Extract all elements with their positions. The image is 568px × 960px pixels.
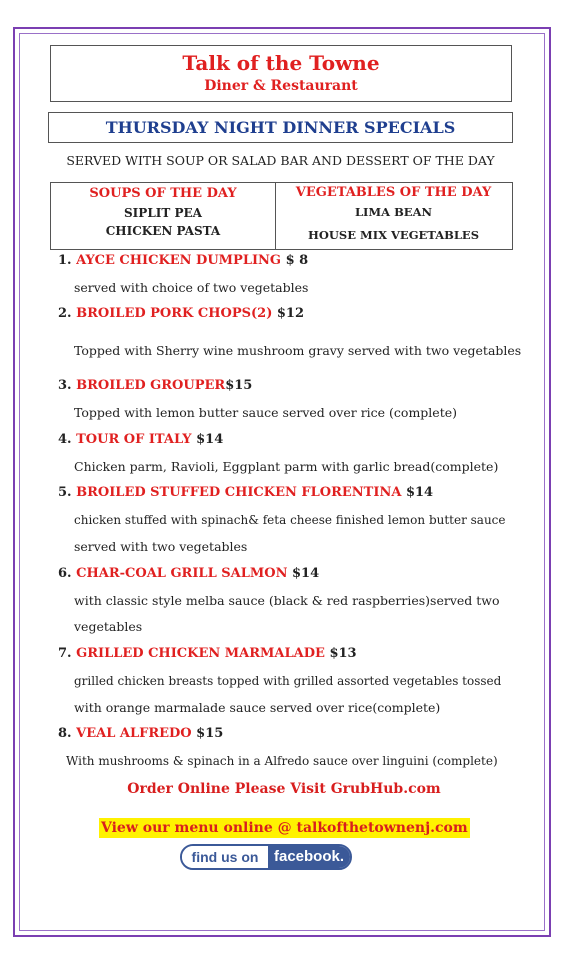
- item-price: $14: [287, 566, 320, 581]
- item-number: 4.: [58, 432, 72, 447]
- item-number: 7.: [58, 646, 72, 661]
- item-number: 5.: [58, 485, 72, 500]
- item-name: TOUR OF ITALY: [76, 432, 192, 447]
- item-description: vegetables: [74, 619, 143, 634]
- served-with-note: SERVED WITH SOUP OR SALAD BAR AND DESSERT OF THE DAY: [66, 153, 495, 168]
- specials-title: THURSDAY NIGHT DINNER SPECIALS: [48, 112, 513, 143]
- special-item-6: [58, 565, 319, 583]
- item-description: chicken stuffed with spinach& feta cheese finished lemon butter sauce: [74, 513, 506, 527]
- item-description: With mushrooms & spinach in a Alfredo sauce over linguini (complete): [66, 754, 498, 768]
- item-number: 6.: [58, 566, 72, 581]
- soup-item: CHICKEN PASTA: [105, 224, 221, 238]
- item-name: BROILED GROUPER: [76, 378, 226, 393]
- vegetables-heading: VEGETABLES OF THE DAY: [295, 185, 492, 200]
- item-number: 2.: [58, 306, 72, 321]
- item-name: VEAL ALFREDO: [76, 726, 192, 741]
- item-number: 8.: [58, 726, 72, 741]
- restaurant-header: [50, 45, 512, 102]
- item-price: $12: [272, 306, 305, 321]
- restaurant-name: Talk of the Towne: [182, 51, 380, 75]
- item-price: $14: [191, 432, 224, 447]
- soups-vegetables-table: [50, 182, 513, 250]
- facebook-badge[interactable]: [180, 844, 352, 870]
- item-price: $13: [324, 646, 357, 661]
- item-number: 1.: [58, 253, 72, 268]
- item-description: Chicken parm, Ravioli, Eggplant parm with garlic bread(complete): [74, 459, 499, 474]
- special-item-7: [58, 645, 357, 663]
- soups-heading: SOUPS OF THE DAY: [89, 186, 237, 201]
- item-description: grilled chicken breasts topped with grilled assorted vegetables tossed: [74, 674, 502, 688]
- item-description: served with choice of two vegetables: [74, 280, 309, 295]
- find-us-label: find us on: [182, 846, 268, 868]
- special-item-2: [58, 305, 304, 323]
- vegetables-column: [275, 183, 512, 249]
- item-price: $15: [191, 726, 224, 741]
- item-name: BROILED PORK CHOPS(2): [76, 306, 273, 321]
- vegetable-item: LIMA BEAN: [354, 205, 433, 219]
- item-description: Topped with lemon butter sauce served over rice (complete): [74, 405, 457, 420]
- item-price: $15: [225, 378, 253, 393]
- item-name: AYCE CHICKEN DUMPLING: [76, 253, 282, 268]
- item-description: with orange marmalade sauce served over rice(complete): [74, 700, 441, 715]
- item-name: BROILED STUFFED CHICKEN FLORENTINA: [76, 485, 402, 500]
- order-online-text: Order Online Please Visit GrubHub.com: [127, 781, 441, 797]
- soup-item: SIPLIT PEA: [124, 206, 202, 220]
- special-item-5: [58, 484, 433, 502]
- item-description: with classic style melba sauce (black & red raspberries)served two: [74, 593, 500, 608]
- facebook-logo-icon: facebook.: [268, 846, 350, 868]
- soups-column: [51, 183, 276, 249]
- item-description: Topped with Sherry wine mushroom gravy served with two vegetables: [74, 343, 522, 358]
- item-name: CHAR-COAL GRILL SALMON: [76, 566, 288, 581]
- item-description: served with two vegetables: [74, 539, 248, 554]
- special-item-8: [58, 725, 223, 743]
- special-item-3: [58, 377, 252, 395]
- vegetable-item: HOUSE MIX VEGETABLES: [307, 228, 480, 242]
- special-item-1: [58, 252, 308, 270]
- item-name: GRILLED CHICKEN MARMALADE: [76, 646, 325, 661]
- special-item-4: [58, 431, 223, 449]
- restaurant-subtitle: Diner & Restaurant: [204, 78, 358, 94]
- item-number: 3.: [58, 378, 72, 393]
- item-price: $14: [401, 485, 434, 500]
- item-price: $ 8: [281, 253, 309, 268]
- menu-online-link[interactable]: View our menu online @ talkofthetownenj.com: [101, 820, 468, 836]
